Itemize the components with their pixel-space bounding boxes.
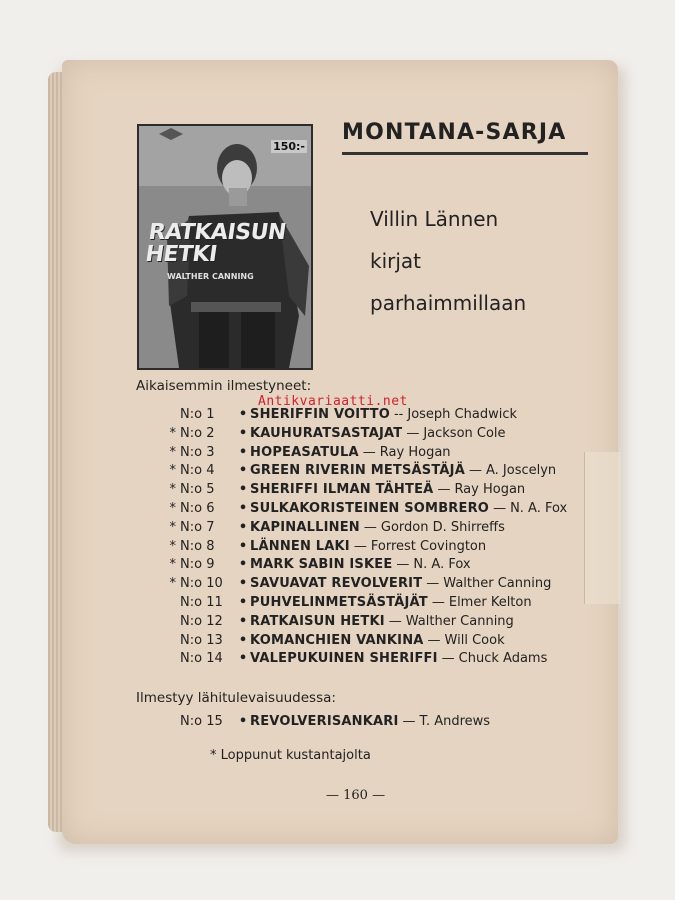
book-title: SHERIFFI ILMAN TÄHTEÄ: [250, 482, 434, 498]
book-title: REVOLVERISANKARI: [250, 714, 399, 729]
separator: —: [402, 714, 416, 729]
bullet-icon: •: [238, 425, 248, 441]
issue-number: N:o 3: [180, 444, 215, 460]
book-title: SULKAKORISTEINEN SOMBRERO: [250, 500, 490, 516]
issue-number: N:o 15: [180, 714, 223, 729]
separator: —: [363, 519, 377, 535]
bullet-icon: •: [238, 632, 248, 648]
star-mark: *: [169, 463, 176, 479]
upcoming-label: Ilmestyy lähitulevaisuudessa:: [136, 690, 336, 706]
book-author: N. A. Fox: [510, 500, 568, 516]
separator: —: [362, 444, 376, 460]
bullet-icon: •: [238, 482, 248, 498]
book-title: VALEPUKUINEN SHERIFFI: [250, 651, 438, 667]
book-author: Walther Canning: [443, 576, 552, 592]
cover-author: WALTHER CANNING: [167, 272, 254, 281]
book-author: Ray Hogan: [454, 482, 526, 498]
book-author: N. A. Fox: [413, 557, 471, 573]
list-item: [160, 407, 600, 426]
separator: —: [493, 500, 507, 516]
book-title: SHERIFFIN VOITTO: [250, 407, 390, 422]
star-mark: *: [169, 538, 176, 554]
list-item: [160, 633, 600, 652]
issue-number: N:o 13: [180, 632, 223, 648]
issue-number: N:o 11: [180, 594, 223, 610]
issue-number: N:o 6: [180, 500, 215, 516]
separator: —: [396, 557, 410, 573]
bullet-icon: •: [238, 500, 248, 516]
star-mark: *: [169, 500, 176, 516]
list-item: [160, 445, 600, 464]
issue-number: N:o 12: [180, 613, 223, 629]
separator: —: [431, 594, 445, 610]
book-title: GREEN RIVERIN METSÄSTÄJÄ: [250, 463, 465, 479]
book-author: Ray Hogan: [379, 444, 451, 460]
separator: —: [437, 482, 451, 498]
list-item: [160, 482, 600, 501]
separator: —: [468, 463, 482, 479]
book-title: KAPINALLINEN: [250, 519, 360, 535]
bullet-icon: •: [238, 444, 248, 460]
list-item: [160, 520, 600, 539]
list-item: [160, 501, 600, 520]
separator: —: [406, 425, 420, 441]
star-mark: *: [169, 519, 176, 535]
list-item: [160, 557, 600, 576]
published-list: [160, 407, 600, 670]
separator: —: [427, 632, 441, 648]
book-author: Forrest Covington: [370, 538, 487, 554]
cover-price: 150:-: [273, 140, 305, 153]
bullet-icon: •: [238, 463, 248, 479]
star-mark: *: [169, 425, 176, 441]
book-title: PUHVELINMETSÄSTÄJÄT: [250, 594, 428, 610]
bullet-icon: •: [238, 557, 248, 573]
bullet-icon: •: [238, 594, 248, 610]
list-item: [160, 539, 600, 558]
book-title: MARK SABIN ISKEE: [250, 557, 393, 573]
list-item: [160, 426, 600, 445]
bullet-icon: •: [238, 576, 248, 592]
book-title: KAUHURATSASTAJAT: [250, 425, 403, 441]
bullet-icon: •: [238, 538, 248, 554]
issue-number: N:o 4: [180, 463, 215, 479]
cover-title: RATKAISUN HETKI: [143, 220, 288, 267]
book-author: Jackson Cole: [423, 425, 506, 441]
issue-number: N:o 2: [180, 425, 215, 441]
list-item: [160, 614, 600, 633]
book-title: HOPEASATULA: [250, 444, 359, 460]
book-cover-image: [137, 124, 313, 370]
page-number: — 160 —: [326, 788, 386, 803]
book-author: Will Cook: [444, 632, 505, 648]
issue-number: N:o 14: [180, 651, 223, 667]
book-title: KOMANCHIEN VANKINA: [250, 632, 424, 648]
watermark: Antikvariaatti.net: [258, 394, 408, 409]
book-author: T. Andrews: [419, 714, 491, 729]
separator: —: [388, 613, 402, 629]
book-author: Joseph Chadwick: [407, 407, 518, 422]
published-label: Aikaisemmin ilmestyneet:: [136, 378, 312, 394]
book-author: A. Joscelyn: [485, 463, 557, 479]
separator: --: [393, 407, 404, 422]
upcoming-list: [160, 714, 600, 733]
book-title: RATKAISUN HETKI: [250, 613, 385, 629]
issue-number: N:o 1: [180, 407, 215, 422]
issue-number: N:o 9: [180, 557, 215, 573]
bullet-icon: •: [238, 651, 248, 667]
bullet-icon: •: [238, 613, 248, 629]
issue-number: N:o 8: [180, 538, 215, 554]
list-item: [160, 651, 600, 670]
bullet-icon: •: [238, 519, 248, 535]
star-mark: *: [169, 557, 176, 573]
list-item: [160, 576, 600, 595]
divider: [342, 152, 588, 155]
book-title: LÄNNEN LAKI: [250, 538, 350, 554]
separator: —: [441, 651, 455, 667]
star-mark: *: [169, 444, 176, 460]
book-author: Chuck Adams: [458, 651, 548, 667]
list-item: [160, 714, 600, 733]
separator: —: [353, 538, 367, 554]
series-tagline: Villin Lännen kirjat parhaimmillaan: [370, 207, 527, 315]
bullet-icon: •: [238, 407, 248, 422]
book-title: SAVUAVAT REVOLVERIT: [250, 576, 423, 592]
separator: —: [426, 576, 440, 592]
issue-number: N:o 5: [180, 482, 215, 498]
book-author: Walther Canning: [405, 613, 514, 629]
footnote: * Loppunut kustantajolta: [210, 748, 371, 763]
star-mark: *: [169, 576, 176, 592]
list-item: [160, 463, 600, 482]
series-title: MONTANA-SARJA: [342, 120, 567, 145]
book-author: Elmer Kelton: [448, 594, 532, 610]
issue-number: N:o 10: [180, 576, 223, 592]
issue-number: N:o 7: [180, 519, 215, 535]
star-mark: *: [169, 482, 176, 498]
book-author: Gordon D. Shirreffs: [380, 519, 505, 535]
bullet-icon: •: [238, 714, 248, 729]
list-item: [160, 595, 600, 614]
